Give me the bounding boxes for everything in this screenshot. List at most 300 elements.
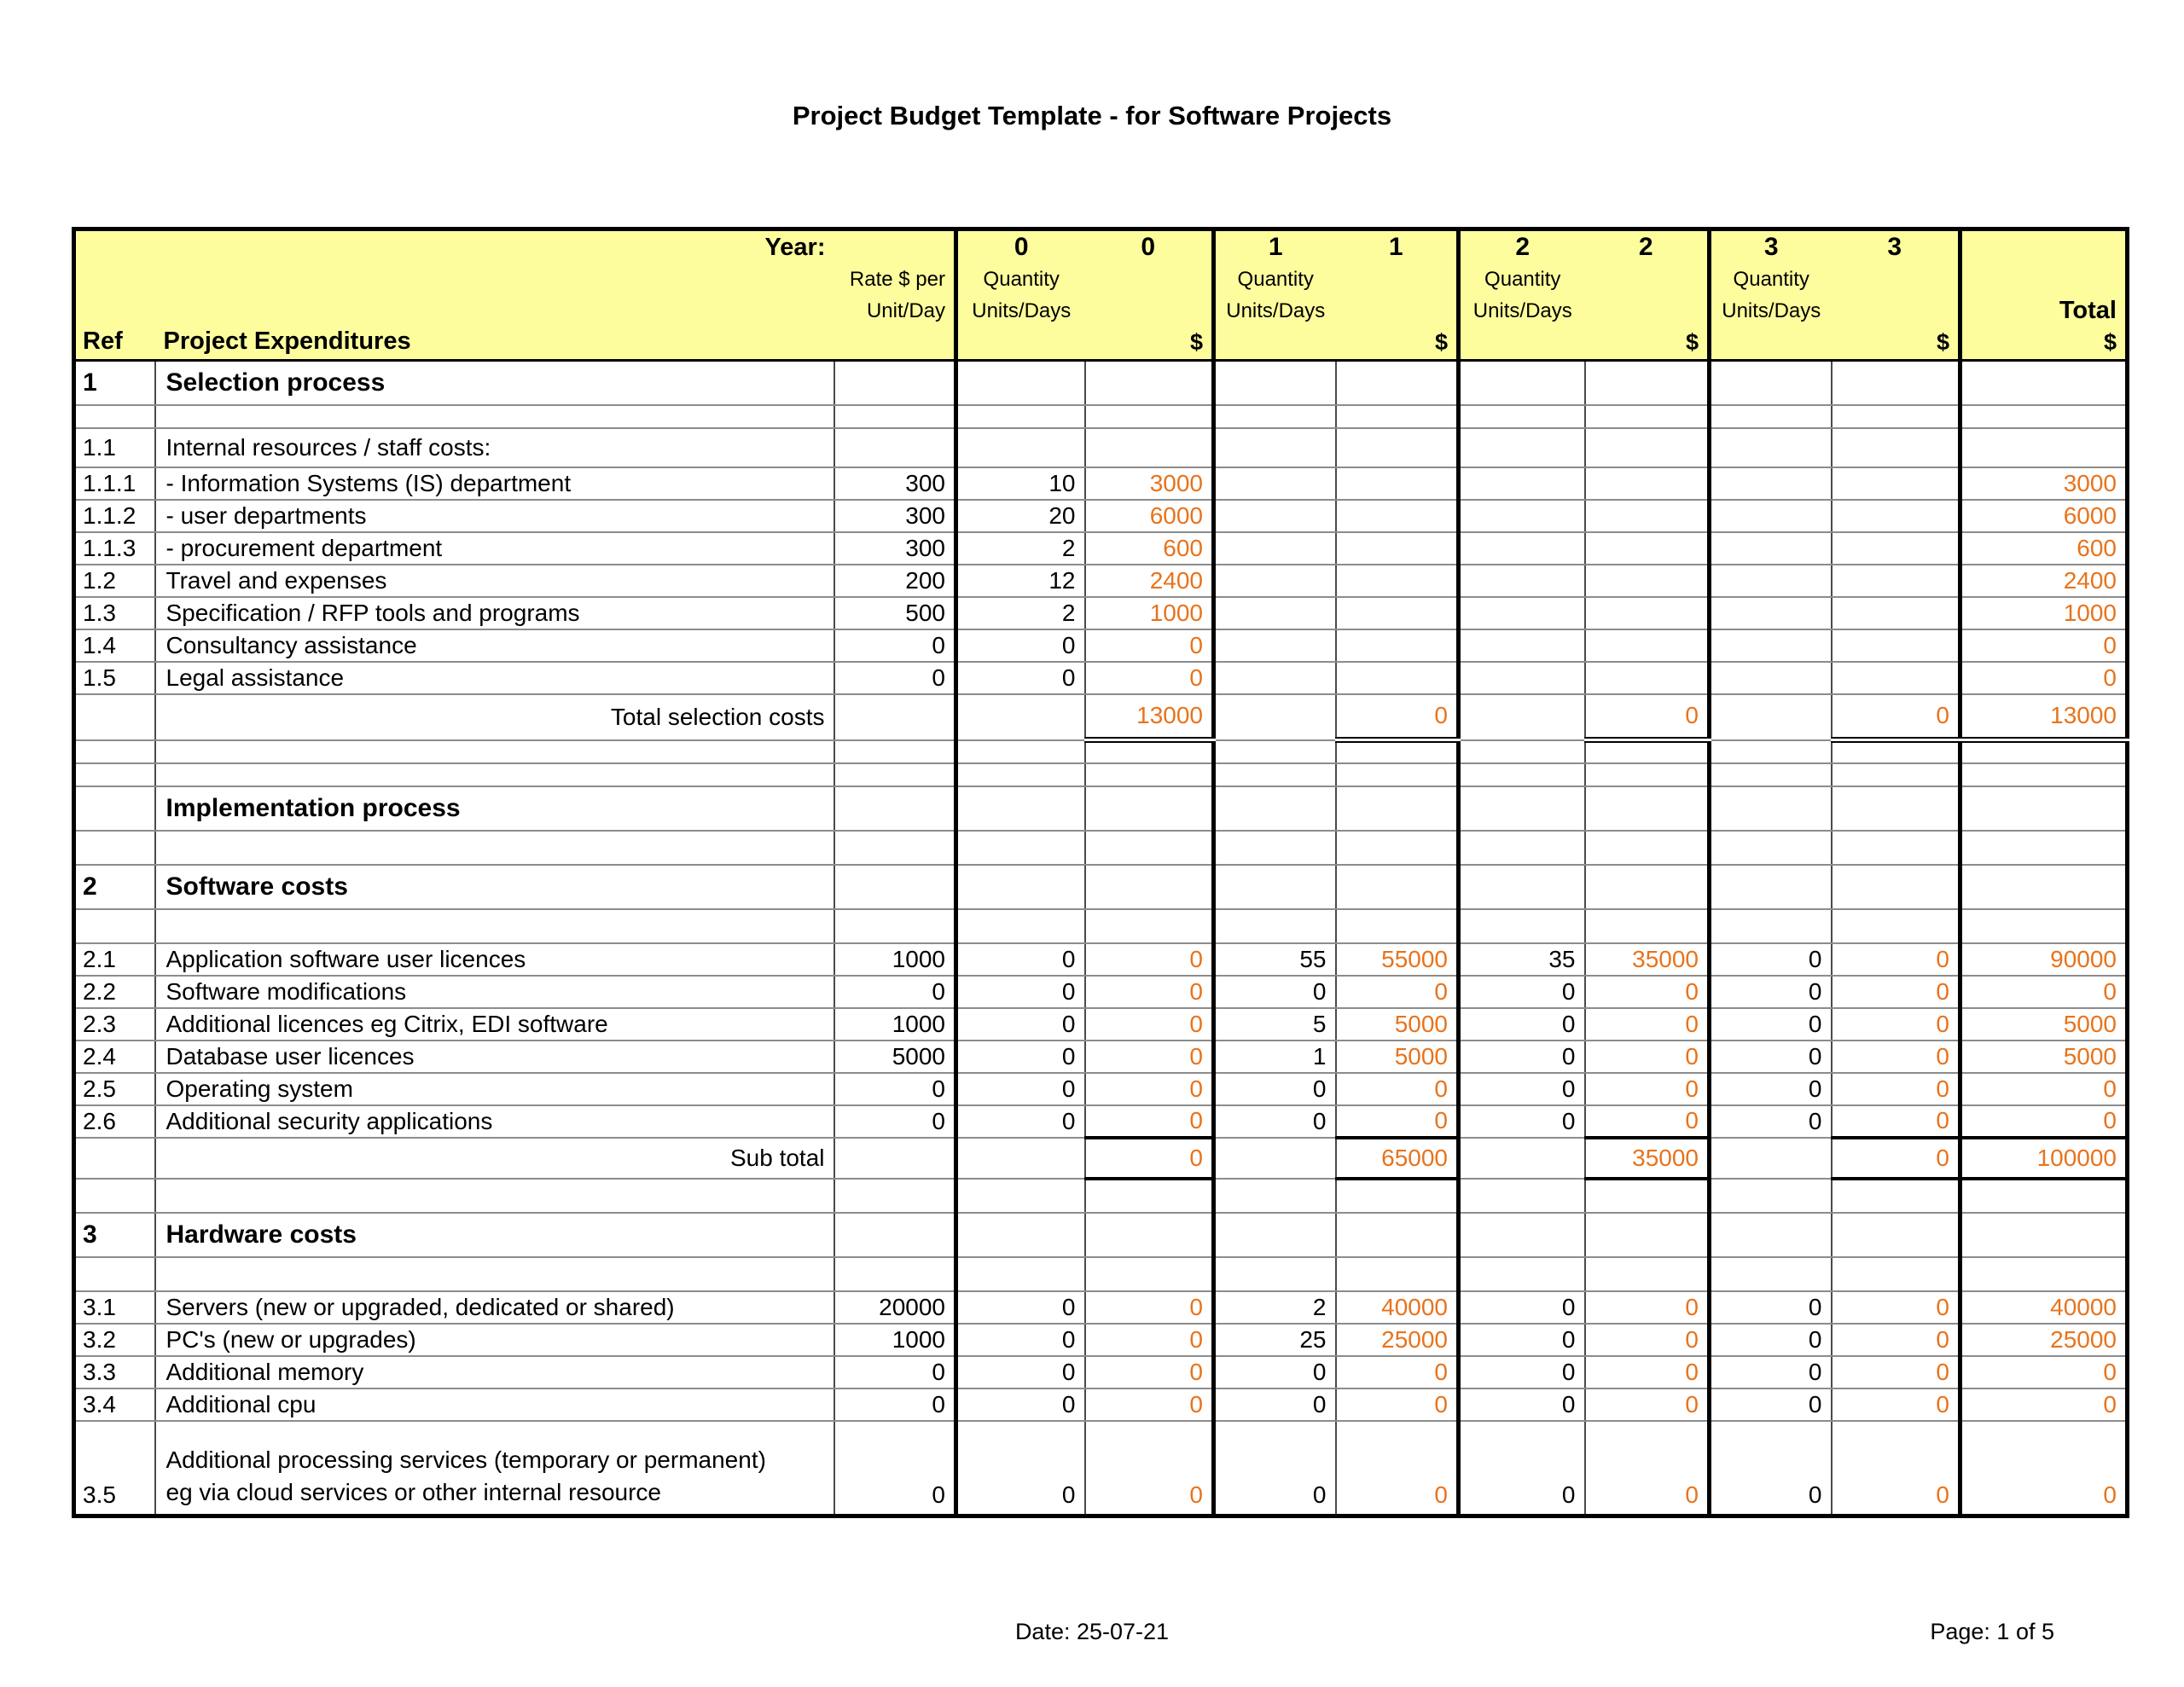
cell-y1-amount: 65000 — [1336, 1138, 1459, 1179]
cell-y0-qty — [956, 694, 1085, 740]
table-row — [74, 694, 2128, 740]
cell-y2-qty — [1459, 740, 1585, 763]
cell-y0-qty — [956, 865, 1085, 909]
cell-y1-amount: 0 — [1336, 1388, 1459, 1421]
cell-y1-qty: 1 — [1214, 1041, 1336, 1073]
cell-y2-amount: 0 — [1585, 1105, 1710, 1138]
cell-y0-amount — [1085, 831, 1214, 865]
cell-y1-amount — [1336, 565, 1459, 597]
table-row — [74, 597, 2128, 629]
cell-y1-qty — [1214, 428, 1336, 467]
table-row — [74, 361, 2128, 405]
cell-y0-amount: 13000 — [1085, 694, 1214, 740]
cell-y3-qty — [1710, 428, 1832, 467]
cell-rate — [834, 909, 956, 943]
cell-y1-qty: 0 — [1214, 1073, 1336, 1105]
cell-y0-amount: 1000 — [1085, 597, 1214, 629]
cell-rate — [834, 428, 956, 467]
cell-rate — [834, 763, 956, 786]
cell-y0-amount: 600 — [1085, 532, 1214, 565]
cell-y1-qty: 0 — [1214, 1388, 1336, 1421]
quantity-label: Quantity — [1733, 267, 1809, 291]
cell-y2-amount: 0 — [1585, 1324, 1710, 1356]
cell-y0-amount — [1085, 428, 1214, 467]
cell-expenditure-label: Software modifications — [155, 976, 834, 1008]
cell-y2-qty: 0 — [1459, 976, 1585, 1008]
cell-ref: 2.6 — [74, 1105, 155, 1138]
quantity-label: Quantity — [1484, 267, 1561, 291]
units-days-label: Units/Days — [972, 299, 1072, 322]
cell-ref — [74, 405, 155, 428]
cell-y3-amount — [1832, 1213, 1960, 1257]
table-row — [74, 532, 2128, 565]
cell-rate: 200 — [834, 565, 956, 597]
cell-y3-amount — [1832, 763, 1960, 786]
dollar-label: $ — [1936, 329, 1949, 355]
cell-y2-qty: 0 — [1459, 1291, 1585, 1324]
cell-y0-qty: 12 — [956, 565, 1085, 597]
cell-ref — [74, 694, 155, 740]
cell-y1-amount — [1336, 361, 1459, 405]
cell-ref — [74, 831, 155, 865]
cell-rate — [834, 1179, 956, 1213]
cell-expenditure-label: Database user licences — [155, 1041, 834, 1073]
cell-y2-amount — [1585, 740, 1710, 763]
cell-y1-qty: 5 — [1214, 1008, 1336, 1041]
cell-y3-qty: 0 — [1710, 1421, 1832, 1516]
cell-y3-qty — [1710, 467, 1832, 500]
table-header — [74, 229, 2128, 361]
cell-y3-amount: 0 — [1832, 1138, 1960, 1179]
cell-y2-qty — [1459, 694, 1585, 740]
cell-y1-qty — [1214, 500, 1336, 532]
cell-y0-amount — [1085, 1179, 1214, 1213]
cell-y3-qty — [1710, 1179, 1832, 1213]
cell-y2-amount — [1585, 532, 1710, 565]
cell-expenditure-label: PC's (new or upgrades) — [155, 1324, 834, 1356]
table-row — [74, 1291, 2128, 1324]
cell-y3-qty: 0 — [1710, 943, 1832, 976]
cell-expenditure-label — [155, 1179, 834, 1213]
cell-ref — [74, 1179, 155, 1213]
cell-y0-qty: 0 — [956, 662, 1085, 694]
cell-expenditure-label: Implementation process — [155, 786, 834, 831]
cell-total: 2400 — [1960, 565, 2128, 597]
cell-y0-qty: 0 — [956, 1008, 1085, 1041]
cell-rate: 0 — [834, 1073, 956, 1105]
cell-y0-qty — [956, 909, 1085, 943]
cell-y0-amount: 0 — [1085, 1291, 1214, 1324]
cell-y1-amount — [1336, 662, 1459, 694]
cell-y1-amount — [1336, 831, 1459, 865]
cell-y3-amount — [1832, 662, 1960, 694]
cell-ref: 1.1.1 — [74, 467, 155, 500]
table-row — [74, 428, 2128, 467]
cell-y1-amount: 0 — [1336, 1105, 1459, 1138]
header-y2-qty-column — [1459, 229, 1585, 361]
units-days-label: Units/Days — [1472, 299, 1572, 322]
cell-y2-qty — [1459, 662, 1585, 694]
cell-y2-amount — [1585, 1257, 1710, 1291]
cell-y3-amount — [1832, 740, 1960, 763]
cell-y3-amount: 0 — [1832, 694, 1960, 740]
cell-y2-amount — [1585, 865, 1710, 909]
cell-total: 0 — [1960, 1421, 2128, 1516]
cell-expenditure-label: - Information Systems (IS) department — [155, 467, 834, 500]
cell-y2-qty — [1459, 763, 1585, 786]
table-row — [74, 467, 2128, 500]
cell-expenditure-label: - procurement department — [155, 532, 834, 565]
cell-y3-amount — [1832, 909, 1960, 943]
cell-ref — [74, 909, 155, 943]
cell-total — [1960, 1179, 2128, 1213]
cell-y1-qty — [1214, 565, 1336, 597]
cell-y3-qty — [1710, 662, 1832, 694]
cell-ref: 1.1.2 — [74, 500, 155, 532]
cell-y0-qty: 0 — [956, 629, 1085, 662]
cell-rate: 0 — [834, 629, 956, 662]
cell-y0-qty: 0 — [956, 1105, 1085, 1138]
cell-y2-amount — [1585, 405, 1710, 428]
cell-y0-qty: 0 — [956, 1356, 1085, 1388]
cell-y0-amount: 0 — [1085, 1388, 1214, 1421]
cell-y3-qty — [1710, 1213, 1832, 1257]
year-number: 2 — [1515, 233, 1531, 261]
cell-y3-qty: 0 — [1710, 976, 1832, 1008]
cell-expenditure-label: Software costs — [155, 865, 834, 909]
spacer-row — [74, 405, 2128, 428]
spacer-row — [74, 1179, 2128, 1213]
cell-ref: 1.2 — [74, 565, 155, 597]
cell-rate: 300 — [834, 532, 956, 565]
table-row — [74, 1324, 2128, 1356]
cell-y1-amount — [1336, 500, 1459, 532]
cell-y2-qty — [1459, 786, 1585, 831]
cell-y2-qty — [1459, 565, 1585, 597]
cell-y2-amount: 35000 — [1585, 943, 1710, 976]
cell-total — [1960, 909, 2128, 943]
cell-y1-qty: 2 — [1214, 1291, 1336, 1324]
dollar-label: $ — [1434, 329, 1448, 355]
units-days-label: Units/Days — [1226, 299, 1326, 322]
cell-expenditure-label: Additional processing services (temporary or permanent) eg via cloud services or other internal resource — [155, 1421, 834, 1516]
cell-y0-qty: 0 — [956, 976, 1085, 1008]
cell-y2-amount: 0 — [1585, 976, 1710, 1008]
cell-y0-qty — [956, 1138, 1085, 1179]
cell-y0-amount — [1085, 786, 1214, 831]
cell-y2-amount — [1585, 909, 1710, 943]
cell-expenditure-label: Additional cpu — [155, 1388, 834, 1421]
cell-y3-amount — [1832, 361, 1960, 405]
table-row — [74, 1008, 2128, 1041]
cell-y3-qty — [1710, 597, 1832, 629]
cell-y3-qty — [1710, 565, 1832, 597]
cell-y2-amount: 0 — [1585, 1008, 1710, 1041]
cell-y3-amount: 0 — [1832, 1324, 1960, 1356]
cell-expenditure-label: Specification / RFP tools and programs — [155, 597, 834, 629]
cell-y3-amount — [1832, 865, 1960, 909]
cell-y1-amount — [1336, 428, 1459, 467]
cell-y1-amount — [1336, 763, 1459, 786]
cell-y2-qty — [1459, 428, 1585, 467]
cell-rate: 0 — [834, 1356, 956, 1388]
table-row — [74, 1213, 2128, 1257]
cell-rate: 1000 — [834, 1324, 956, 1356]
cell-expenditure-label: Internal resources / staff costs: — [155, 428, 834, 467]
cell-y0-amount: 0 — [1085, 1008, 1214, 1041]
footer-page-number: Page: 1 of 5 — [1930, 1619, 2054, 1644]
cell-y3-qty — [1710, 629, 1832, 662]
year-row-label: Year: — [764, 233, 826, 261]
year-number: 0 — [1141, 233, 1156, 261]
cell-y0-amount: 0 — [1085, 1356, 1214, 1388]
footer-date: Date: 25-07-21 — [1014, 1619, 1170, 1644]
cell-y3-qty — [1710, 532, 1832, 565]
cell-rate: 0 — [834, 976, 956, 1008]
cell-y3-qty: 0 — [1710, 1324, 1832, 1356]
cell-y3-qty: 0 — [1710, 1291, 1832, 1324]
cell-rate: 1000 — [834, 1008, 956, 1041]
cell-total — [1960, 405, 2128, 428]
cell-expenditure-label — [155, 405, 834, 428]
cell-y2-amount: 0 — [1585, 1041, 1710, 1073]
cell-y0-qty: 0 — [956, 1388, 1085, 1421]
cell-y2-amount: 0 — [1585, 694, 1710, 740]
cell-y1-qty — [1214, 1257, 1336, 1291]
header-ref-column — [74, 229, 155, 361]
cell-ref — [74, 1138, 155, 1179]
cell-y3-amount — [1832, 786, 1960, 831]
cell-expenditure-label: Total selection costs — [155, 694, 834, 740]
cell-y2-amount — [1585, 1179, 1710, 1213]
cell-y1-amount — [1336, 865, 1459, 909]
cell-y0-qty: 10 — [956, 467, 1085, 500]
cell-total — [1960, 865, 2128, 909]
cell-y0-qty: 0 — [956, 1324, 1085, 1356]
cell-rate — [834, 740, 956, 763]
cell-expenditure-label: Legal assistance — [155, 662, 834, 694]
cell-y2-qty — [1459, 500, 1585, 532]
cell-y1-qty — [1214, 763, 1336, 786]
cell-rate — [834, 694, 956, 740]
cell-y3-qty — [1710, 1138, 1832, 1179]
header-y3-amount-column — [1832, 229, 1960, 361]
cell-y3-qty — [1710, 831, 1832, 865]
cell-ref: 3.4 — [74, 1388, 155, 1421]
cell-y3-qty: 0 — [1710, 1388, 1832, 1421]
cell-rate — [834, 831, 956, 865]
header-y3-qty-column — [1710, 229, 1832, 361]
cell-y1-qty — [1214, 909, 1336, 943]
cell-y2-amount — [1585, 662, 1710, 694]
spacer-row — [74, 909, 2128, 943]
cell-y2-qty — [1459, 909, 1585, 943]
cell-y3-qty — [1710, 865, 1832, 909]
cell-y0-amount: 6000 — [1085, 500, 1214, 532]
cell-y3-qty: 0 — [1710, 1073, 1832, 1105]
cell-y2-amount — [1585, 786, 1710, 831]
spacer-row — [74, 831, 2128, 865]
cell-total: 5000 — [1960, 1008, 2128, 1041]
cell-y1-qty — [1214, 361, 1336, 405]
cell-y1-amount: 25000 — [1336, 1324, 1459, 1356]
quantity-label: Quantity — [983, 267, 1060, 291]
cell-total: 0 — [1960, 662, 2128, 694]
cell-y2-qty — [1459, 629, 1585, 662]
cell-y1-qty: 25 — [1214, 1324, 1336, 1356]
cell-y0-qty: 0 — [956, 943, 1085, 976]
cell-total — [1960, 1257, 2128, 1291]
cell-y2-amount: 0 — [1585, 1421, 1710, 1516]
cell-y0-amount: 0 — [1085, 1421, 1214, 1516]
cell-y2-amount: 0 — [1585, 1073, 1710, 1105]
table-row — [74, 500, 2128, 532]
cell-y1-amount — [1336, 467, 1459, 500]
cell-expenditure-label: Travel and expenses — [155, 565, 834, 597]
cell-y2-qty — [1459, 1213, 1585, 1257]
cell-y0-amount — [1085, 405, 1214, 428]
cell-y3-amount: 0 — [1832, 1421, 1960, 1516]
cell-expenditure-label — [155, 763, 834, 786]
cell-y2-amount — [1585, 763, 1710, 786]
cell-ref: 2.2 — [74, 976, 155, 1008]
cell-y2-qty: 0 — [1459, 1073, 1585, 1105]
cell-total: 0 — [1960, 629, 2128, 662]
cell-y1-qty: 55 — [1214, 943, 1336, 976]
cell-y3-amount — [1832, 500, 1960, 532]
cell-ref: 3.3 — [74, 1356, 155, 1388]
cell-y1-amount — [1336, 405, 1459, 428]
cell-ref: 2.3 — [74, 1008, 155, 1041]
cell-y0-amount: 0 — [1085, 1073, 1214, 1105]
cell-y3-qty — [1710, 740, 1832, 763]
cell-y3-amount — [1832, 629, 1960, 662]
cell-y0-amount: 0 — [1085, 662, 1214, 694]
cell-total — [1960, 428, 2128, 467]
cell-y3-qty — [1710, 763, 1832, 786]
cell-y1-qty — [1214, 405, 1336, 428]
cell-y2-qty: 0 — [1459, 1356, 1585, 1388]
header-expenditures-column — [155, 229, 834, 361]
table-row — [74, 662, 2128, 694]
cell-y0-qty: 0 — [956, 1073, 1085, 1105]
cell-ref: 2.1 — [74, 943, 155, 976]
cell-ref — [74, 786, 155, 831]
cell-y3-qty — [1710, 694, 1832, 740]
cell-y1-amount: 5000 — [1336, 1041, 1459, 1073]
header-total-column — [1960, 229, 2128, 361]
cell-ref: 3.5 — [74, 1421, 155, 1516]
cell-y2-qty: 0 — [1459, 1041, 1585, 1073]
cell-total: 90000 — [1960, 943, 2128, 976]
cell-total: 25000 — [1960, 1324, 2128, 1356]
cell-y2-amount: 35000 — [1585, 1138, 1710, 1179]
cell-y1-amount — [1336, 629, 1459, 662]
ref-header-label: Ref — [83, 328, 123, 355]
cell-y1-amount: 0 — [1336, 1356, 1459, 1388]
cell-ref — [74, 763, 155, 786]
cell-total: 0 — [1960, 976, 2128, 1008]
cell-y2-amount — [1585, 361, 1710, 405]
cell-ref: 1.1 — [74, 428, 155, 467]
cell-total — [1960, 361, 2128, 405]
cell-expenditure-label: Hardware costs — [155, 1213, 834, 1257]
header-y0-amount-column — [1085, 229, 1214, 361]
cell-y3-amount — [1832, 597, 1960, 629]
year-number: 3 — [1763, 233, 1779, 261]
cell-y1-amount — [1336, 909, 1459, 943]
cell-total: 3000 — [1960, 467, 2128, 500]
cell-ref: 3 — [74, 1213, 155, 1257]
cell-y1-amount: 0 — [1336, 1421, 1459, 1516]
cell-y3-amount — [1832, 831, 1960, 865]
cell-y0-amount — [1085, 740, 1214, 763]
cell-y2-amount — [1585, 467, 1710, 500]
table-row — [74, 1041, 2128, 1073]
cell-ref: 1.1.3 — [74, 532, 155, 565]
budget-table-body — [74, 361, 2128, 1516]
total-header-label: Total — [2059, 297, 2117, 324]
cell-y1-amount — [1336, 597, 1459, 629]
cell-y0-qty: 0 — [956, 1421, 1085, 1516]
cell-ref: 1.5 — [74, 662, 155, 694]
cell-total: 100000 — [1960, 1138, 2128, 1179]
cell-ref — [74, 1257, 155, 1291]
cell-y3-amount — [1832, 565, 1960, 597]
cell-y2-qty — [1459, 1179, 1585, 1213]
cell-y3-amount — [1832, 1257, 1960, 1291]
cell-rate — [834, 1138, 956, 1179]
dollar-label: $ — [1189, 329, 1203, 355]
table-row — [74, 1073, 2128, 1105]
cell-y2-amount — [1585, 1213, 1710, 1257]
table-row — [74, 786, 2128, 831]
year-number: 0 — [1014, 233, 1029, 261]
cell-y1-amount — [1336, 532, 1459, 565]
budget-table — [72, 227, 2129, 1518]
header-y1-amount-column — [1336, 229, 1459, 361]
cell-y3-amount: 0 — [1832, 1356, 1960, 1388]
header-y0-qty-column — [956, 229, 1085, 361]
cell-y1-amount: 55000 — [1336, 943, 1459, 976]
cell-y3-qty — [1710, 500, 1832, 532]
cell-y0-qty — [956, 361, 1085, 405]
cell-ref: 1.3 — [74, 597, 155, 629]
cell-y2-qty — [1459, 831, 1585, 865]
cell-y3-amount: 0 — [1832, 1041, 1960, 1073]
cell-expenditure-label: Additional security applications — [155, 1105, 834, 1138]
cell-expenditure-label: - user departments — [155, 500, 834, 532]
cell-y3-qty — [1710, 405, 1832, 428]
cell-y3-amount: 0 — [1832, 1008, 1960, 1041]
cell-total: 600 — [1960, 532, 2128, 565]
cell-y1-amount: 40000 — [1336, 1291, 1459, 1324]
cell-y0-qty: 2 — [956, 532, 1085, 565]
cell-y1-amount: 0 — [1336, 694, 1459, 740]
cell-y2-qty: 0 — [1459, 1388, 1585, 1421]
cell-expenditure-label: Additional licences eg Citrix, EDI software — [155, 1008, 834, 1041]
quantity-label: Quantity — [1237, 267, 1314, 291]
cell-y1-amount — [1336, 740, 1459, 763]
cell-y1-amount: 0 — [1336, 976, 1459, 1008]
cell-y0-amount: 0 — [1085, 1105, 1214, 1138]
cell-y1-qty — [1214, 1213, 1336, 1257]
cell-total: 5000 — [1960, 1041, 2128, 1073]
cell-expenditure-label — [155, 1257, 834, 1291]
cell-y0-qty — [956, 1213, 1085, 1257]
table-row — [74, 943, 2128, 976]
cell-y3-qty: 0 — [1710, 1041, 1832, 1073]
